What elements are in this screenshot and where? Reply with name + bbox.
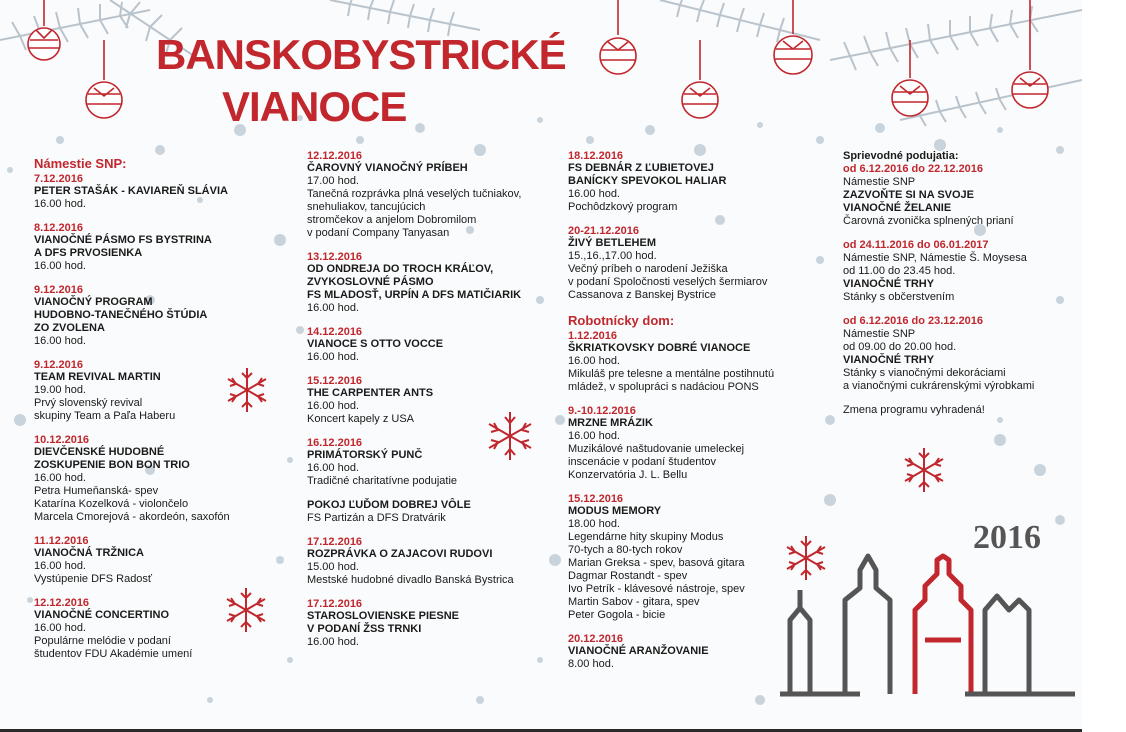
- event-detail: Čarovná zvonička splnených prianí: [843, 215, 1014, 227]
- event-name: VIANOČNÉ TRHY: [843, 278, 935, 290]
- event-detail: Legendárne hity skupiny Modus: [568, 531, 724, 543]
- snow-dot: [155, 145, 165, 155]
- event-name: A DFS PRVOSIENKA: [34, 247, 143, 259]
- event-date: 10.12.2016: [34, 434, 90, 446]
- event-place: Námestie SNP: [843, 176, 916, 188]
- event-name: THE CARPENTER ANTS: [307, 387, 434, 399]
- event-name: STAROSLOVIENSKE PIESNE: [307, 610, 459, 622]
- event-detail: Stánky s občerstvením: [843, 291, 955, 303]
- event-block: [307, 437, 557, 488]
- event-date: 12.12.2016: [34, 597, 90, 609]
- snow-dot: [757, 122, 763, 128]
- year-label: 2016: [973, 519, 1041, 556]
- event-detail: Pochôdzkový program: [568, 201, 678, 213]
- event-detail: Tanečná rozprávka plná veselých tučniakov,: [307, 188, 522, 200]
- event-name: ZOSKUPENIE BON BON TRIO: [34, 459, 190, 471]
- event-place: Námestie SNP, Námestie Š. Moysesa: [843, 252, 1027, 264]
- event-date: od 6.12.2016 do 23.12.2016: [843, 315, 984, 327]
- snow-dot: [276, 556, 284, 564]
- event-detail: v podaní Spoločnosti veselých šermiarov: [568, 276, 768, 288]
- event-detail: v podaní Company Tanyasan: [307, 227, 450, 239]
- event-name: FS DEBNÁR Z ĽUBIETOVEJ: [568, 162, 714, 174]
- event-hours: od 11.00 do 23.45 hod.: [843, 265, 956, 277]
- event-detail: 17.00 hod.: [307, 175, 359, 187]
- event-block: [34, 173, 274, 211]
- snow-dot: [994, 434, 1006, 446]
- event-detail: inscenácie v podaní študentov: [568, 456, 716, 468]
- event-detail: 16.00 hod.: [307, 636, 359, 648]
- event-detail: 19.00 hod.: [34, 384, 86, 396]
- event-detail: 16.00 hod.: [34, 260, 86, 272]
- event-detail: 16.00 hod.: [34, 560, 86, 572]
- event-detail: 15.00 hod.: [307, 561, 359, 573]
- event-name: ZAZVOŇTE SI NA SVOJE: [843, 189, 975, 201]
- event-name: ŽIVÝ BETLEHEM: [568, 237, 657, 249]
- event-detail: 16.00 hod.: [307, 400, 359, 412]
- event-block: [307, 598, 557, 649]
- event-detail: Marian Greksa - spev, basová gitara: [568, 557, 745, 569]
- event-block: [307, 375, 557, 426]
- snow-dot: [755, 695, 765, 705]
- column-namestie-snp: [34, 156, 274, 672]
- event-detail: 16.00 hod.: [307, 462, 359, 474]
- section-heading: Robotnícky dom:: [568, 313, 675, 328]
- event-detail: Večný príbeh o narodení Ježiška: [568, 263, 728, 275]
- event-date: 15.12.2016: [307, 375, 363, 387]
- snow-dot: [816, 136, 824, 144]
- snow-dot: [287, 657, 293, 663]
- event-block: [568, 150, 828, 214]
- event-name: OD ONDREJA DO TROCH KRÁĽOV,: [307, 263, 494, 275]
- event-detail: Martin Sabov - gitara, spev: [568, 596, 700, 608]
- column-sprievodne-podujatia: [843, 150, 1073, 417]
- event-block: [568, 330, 828, 394]
- event-name: POKOJ ĽUĎOM DOBREJ VÔLE: [307, 499, 471, 511]
- event-block: [843, 315, 1073, 393]
- event-date: 11.12.2016: [34, 535, 89, 547]
- event-name: PRIMÁTORSKÝ PUNČ: [307, 449, 423, 461]
- event-place: Námestie SNP: [843, 328, 916, 340]
- event-detail: 16.00 hod.: [34, 198, 86, 210]
- event-detail: Ivo Petrík - klávesové nástroje, spev: [568, 583, 745, 595]
- snow-dot: [1055, 515, 1065, 525]
- event-date: 8.12.2016: [34, 222, 83, 234]
- column-middle-program: [307, 150, 557, 660]
- event-detail: Marcela Cmorejová - akordeón, saxofón: [34, 511, 230, 523]
- event-detail: 16.00 hod.: [568, 430, 620, 442]
- snow-dot: [274, 234, 286, 246]
- event-detail: stromčekov a anjelom Dobromilom: [307, 214, 477, 226]
- snow-dot: [645, 125, 655, 135]
- event-detail: Katarína Kozelková - violončelo: [34, 498, 189, 510]
- event-detail: Mikuláš pre telesne a mentálne postihnutú: [568, 368, 775, 380]
- snow-dot: [476, 696, 484, 704]
- event-detail: Dagmar Rostandt - spev: [568, 570, 688, 582]
- event-hours: od 09.00 do 20.00 hod.: [843, 341, 957, 353]
- event-date: 15.12.2016: [568, 493, 624, 505]
- event-detail: mládež, v spolupráci s nadáciou PONS: [568, 381, 759, 393]
- event-detail: Cassanova z Banskej Bystrice: [568, 289, 716, 301]
- event-date: 20-21.12.2016: [568, 225, 639, 237]
- event-name: HUDOBNO-TANEČNÉHO ŠTÚDIA: [34, 309, 208, 321]
- event-date: 16.12.2016: [307, 437, 363, 449]
- event-name: VIANOČNÁ TRŽNICA: [34, 547, 144, 559]
- event-name: BANÍCKY SPEVOKOL HALIAR: [568, 175, 727, 187]
- event-block: [307, 499, 557, 525]
- snow-dot: [415, 123, 425, 133]
- snow-dot: [586, 136, 594, 144]
- event-name: VIANOČNÉ ARANŽOVANIE: [568, 645, 709, 657]
- event-detail: Populárne melódie v podaní: [34, 635, 171, 647]
- snow-dot: [537, 117, 543, 123]
- event-detail: 16.00 hod.: [568, 355, 620, 367]
- event-block: [34, 359, 274, 423]
- event-block: [34, 284, 274, 348]
- event-block: [307, 150, 557, 240]
- title-line-2: VIANOCE: [222, 83, 407, 130]
- event-detail: Prvý slovenský revival: [34, 397, 143, 409]
- snow-dot: [1034, 464, 1046, 476]
- event-date: 17.12.2016: [307, 536, 363, 548]
- event-date: 17.12.2016: [307, 598, 363, 610]
- event-detail: Stánky s vianočnými dekoráciami: [843, 367, 1006, 379]
- program-note: Zmena programu vyhradená!: [843, 404, 985, 416]
- event-date: 9.-10.12.2016: [568, 405, 636, 417]
- event-name: ČAROVNÝ VIANOČNÝ PRÍBEH: [307, 162, 468, 174]
- event-name: VIANOČNÉ TRHY: [843, 354, 935, 366]
- event-name: VIANOCE S OTTO VOCCE: [307, 338, 444, 350]
- event-detail: 16.00 hod.: [34, 622, 86, 634]
- event-detail: 16.00 hod.: [568, 188, 620, 200]
- event-name: V PODANÍ ŽSS TRNKI: [307, 623, 422, 635]
- event-block: [307, 536, 557, 587]
- event-block: [34, 434, 274, 524]
- event-block: [307, 251, 557, 315]
- snow-dot: [56, 136, 64, 144]
- event-name: TEAM REVIVAL MARTIN: [34, 371, 161, 383]
- event-block: [568, 225, 828, 302]
- event-detail: 16.00 hod.: [34, 335, 86, 347]
- event-block: [34, 222, 274, 273]
- event-block: [34, 535, 274, 586]
- event-block: [307, 326, 557, 364]
- event-detail: Petra Humeňanská- spev: [34, 485, 159, 497]
- event-detail: a vianočnými cukrárenskými výrobkami: [843, 380, 1035, 392]
- event-detail: FS Partizán a DFS Dratvárik: [307, 512, 446, 524]
- event-detail: študentov FDU Akadémie umení: [34, 648, 193, 660]
- event-detail: skupiny Team a Paľa Haberu: [34, 410, 176, 422]
- snow-dot: [14, 414, 26, 426]
- event-detail: 18.00 hod.: [568, 518, 620, 530]
- event-name: MODUS MEMORY: [568, 505, 662, 517]
- title-line-1: BANSKOBYSTRICKÉ: [156, 31, 566, 78]
- event-block: [568, 405, 828, 482]
- event-name: ROZPRÁVKA O ZAJACOVI RUDOVI: [307, 548, 493, 560]
- event-date: 7.12.2016: [34, 173, 83, 185]
- snow-dot: [296, 326, 304, 334]
- snow-dot: [997, 417, 1003, 423]
- event-detail: 8.00 hod.: [568, 658, 614, 670]
- section-heading: Sprievodné podujatia:: [843, 150, 959, 162]
- snow-dot: [7, 167, 13, 173]
- snow-dot: [875, 123, 885, 133]
- snow-dot: [287, 457, 293, 463]
- event-block: [843, 239, 1073, 304]
- event-date: 12.12.2016: [307, 150, 363, 162]
- event-name: MRZNE MRÁZIK: [568, 417, 653, 429]
- event-block: [568, 493, 828, 622]
- event-name: DIEVČENSKÉ HUDOBNÉ: [34, 446, 165, 458]
- event-detail: Tradičné charitatívne podujatie: [307, 475, 458, 487]
- event-date: od 6.12.2016 do 22.12.2016: [843, 163, 984, 175]
- event-date: 14.12.2016: [307, 326, 363, 338]
- event-detail: 16.00 hod.: [34, 472, 86, 484]
- event-date: 20.12.2016: [568, 633, 624, 645]
- event-block: [843, 163, 1073, 228]
- event-detail: 15.,16.,17.00 hod.: [568, 250, 657, 262]
- event-name: VIANOČNÉ ŽELANIE: [843, 202, 952, 214]
- event-detail: 16.00 hod.: [307, 351, 359, 363]
- event-detail: 70-tych a 80-tych rokov: [568, 544, 683, 556]
- event-name: VIANOČNÉ PÁSMO FS BYSTRINA: [34, 234, 212, 246]
- event-detail: Konzervatória J. L. Bellu: [568, 469, 688, 481]
- event-name: PETER STAŠÁK - KAVIAREŇ SLÁVIA: [34, 185, 228, 197]
- event-detail: Vystúpenie DFS Radosť: [34, 573, 153, 585]
- event-name: ŠKRIATKOVSKY DOBRÉ VIANOCE: [568, 342, 751, 354]
- column-robotnicky-dom: [568, 150, 828, 682]
- event-name: VIANOČNÝ PROGRAM: [34, 296, 153, 308]
- event-detail: Koncert kapely z USA: [307, 413, 414, 425]
- event-detail: Muzikálové naštudovanie umeleckej: [568, 443, 745, 455]
- event-name: VIANOČNÉ CONCERTINO: [34, 609, 170, 621]
- event-detail: Mestské hudobné divadlo Banská Bystrica: [307, 574, 514, 586]
- event-block: [568, 633, 828, 671]
- snow-dot: [997, 127, 1003, 133]
- event-detail: 16.00 hod.: [307, 302, 359, 314]
- snow-dot: [356, 136, 364, 144]
- event-block: [34, 597, 274, 661]
- section-heading: Námestie SNP:: [34, 156, 127, 171]
- event-detail: snehuliakov, tancujúcich: [307, 201, 426, 213]
- event-date: 1.12.2016: [568, 330, 617, 342]
- event-name: FS MLADOSŤ, URPÍN A DFS MATIČIARIK: [307, 289, 522, 301]
- event-date: 9.12.2016: [34, 284, 83, 296]
- event-date: od 24.11.2016 do 06.01.2017: [843, 239, 989, 251]
- event-date: 18.12.2016: [568, 150, 624, 162]
- snow-dot: [27, 597, 33, 603]
- event-date: 9.12.2016: [34, 359, 83, 371]
- event-detail: Peter Gogola - bicie: [568, 609, 666, 621]
- event-date: 13.12.2016: [307, 251, 363, 263]
- event-name: ZVYKOSLOVNÉ PÁSMO: [307, 276, 434, 288]
- event-name: ZO ZVOLENA: [34, 322, 105, 334]
- snow-dot: [207, 697, 213, 703]
